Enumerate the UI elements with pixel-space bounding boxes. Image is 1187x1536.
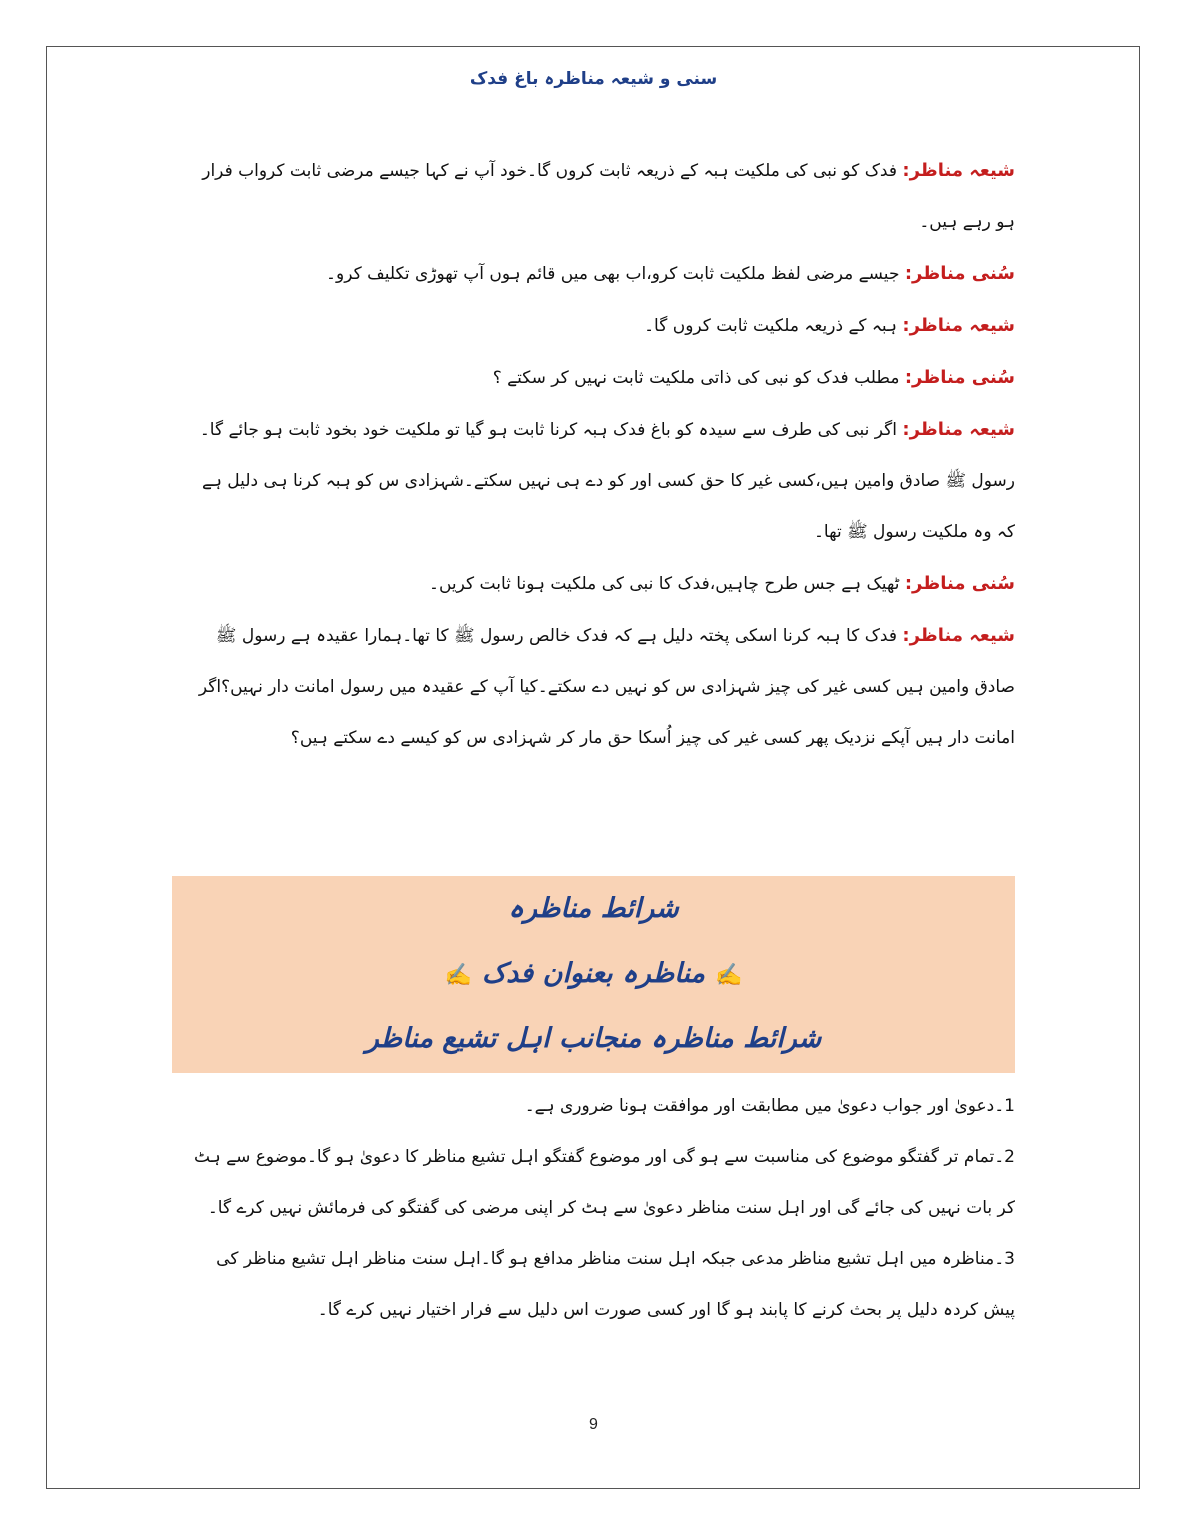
- dialogue-text: جیسے مرضی لفظ ملکیت ثابت کرو،اب بھی میں قائم ہوں آپ تھوڑی تکلیف کرو۔: [326, 264, 900, 284]
- dialogue-text: ہبہ کے ذریعہ ملکیت ثابت کروں گا۔: [644, 316, 897, 336]
- dialogue-paragraph: [180, 145, 1015, 248]
- dialogue-text: اگر نبی کی طرف سے سیدہ کو باغ فدک ہبہ کرنا ثابت ہو گیا تو ملکیت خود بخود ثابت ہو جائے گا۔: [199, 420, 897, 440]
- pen-icon: ✍: [444, 962, 472, 988]
- page-number: 9: [589, 1416, 598, 1433]
- banner-subtitle-text: مناظرہ بعنوان فدک: [481, 958, 706, 989]
- speaker-label: سُنی مناظر:: [904, 367, 1015, 388]
- speaker-label: سُنی مناظر:: [904, 573, 1015, 594]
- dialogue-paragraph: [180, 558, 1015, 610]
- dialogue-text: فدک کو نبی کی ملکیت ہبہ کے ذریعہ ثابت کروں گا۔خود آپ نے کہا جیسے مرضی ثابت کرواب فرار ہو رہے ہیں۔: [202, 161, 1015, 232]
- section-banner: [172, 876, 1015, 1073]
- conditions-list: [180, 1081, 1015, 1336]
- speaker-label: شیعہ مناظر:: [902, 160, 1015, 181]
- speaker-label: شیعہ مناظر:: [902, 625, 1015, 646]
- dialogue-paragraph: [180, 610, 1015, 764]
- dialogue-paragraph: [180, 352, 1015, 404]
- banner-heading: شرائط مناظرہ منجانب اہل تشیع مناظر: [365, 1023, 822, 1054]
- running-header: سنی و شیعہ مناظرہ باغ فدک: [469, 69, 718, 89]
- banner-title: شرائط مناظرہ: [508, 893, 679, 924]
- condition-item: 3۔مناظرہ میں اہل تشیع مناظر مدعی جبکہ اہل سنت مناظر مدافع ہو گا۔اہل سنت مناظر اہل تشیع مناظر کی پیش کردہ دلیل پر بحث کرنے کا پابند ہو گا اور کسی صورت اس دلیل سے فرار اختیار نہیں کرے گا۔: [216, 1249, 1015, 1320]
- speaker-label: سُنی مناظر:: [904, 263, 1015, 284]
- pen-icon: ✍: [715, 962, 743, 988]
- dialogue-paragraph: [180, 404, 1015, 456]
- banner-subtitle: [172, 941, 1015, 1006]
- dialogue-paragraph: [180, 300, 1015, 352]
- condition-item: 2۔تمام تر گفتگو موضوع کی مناسبت سے ہو گی اور موضوع گفتگو اہل تشیع مناظر کا دعویٰ ہو گا۔موضوع سے ہٹ کر بات نہیں کی جائے گی اور اہل سنت مناظر دعویٰ سے ہٹ کر اپنی مرضی کی گفتگو کی فرمائش نہیں کرے گا۔: [194, 1147, 1015, 1218]
- speaker-label: شیعہ مناظر:: [902, 315, 1015, 336]
- dialogue-paragraph: [180, 456, 1015, 558]
- dialogue-text: فدک کا ہبہ کرنا اسکی پختہ دلیل ہے کہ فدک خالص رسول ﷺ کا تھا۔ہمارا عقیدہ ہے رسول ﷺ صادق وامین ہیں کسی غیر کی چیز شہزادی س کو نہیں دے سکتے۔کیا آپ کے عقیدہ میں رسول امانت دار نہیں؟اگر امانت دار ہیں آپکے نزدیک پھر کسی غیر کی چیز اُسکا حق مار کر شہزادی س کو کیسے دے سکتے ہیں؟: [198, 626, 1015, 748]
- dialogue-section: [180, 145, 1015, 764]
- condition-item: 1۔دعویٰ اور جواب دعویٰ میں مطابقت اور موافقت ہونا ضروری ہے۔: [524, 1096, 1015, 1116]
- speaker-label: شیعہ مناظر:: [902, 419, 1015, 440]
- dialogue-text: مطلب فدک کو نبی کی ذاتی ملکیت ثابت نہیں کر سکتے ؟: [492, 368, 900, 388]
- dialogue-text: رسول ﷺ صادق وامین ہیں،کسی غیر کا حق کسی اور کو دے ہی نہیں سکتے۔شہزادی س کو ہبہ کرنا ہی دلیل ہے کہ وہ ملکیت رسول ﷺ تھا۔: [201, 471, 1015, 542]
- dialogue-paragraph: [180, 248, 1015, 300]
- dialogue-text: ٹھیک ہے جس طرح چاہیں،فدک کا نبی کی ملکیت ہونا ثابت کریں۔: [429, 574, 900, 594]
